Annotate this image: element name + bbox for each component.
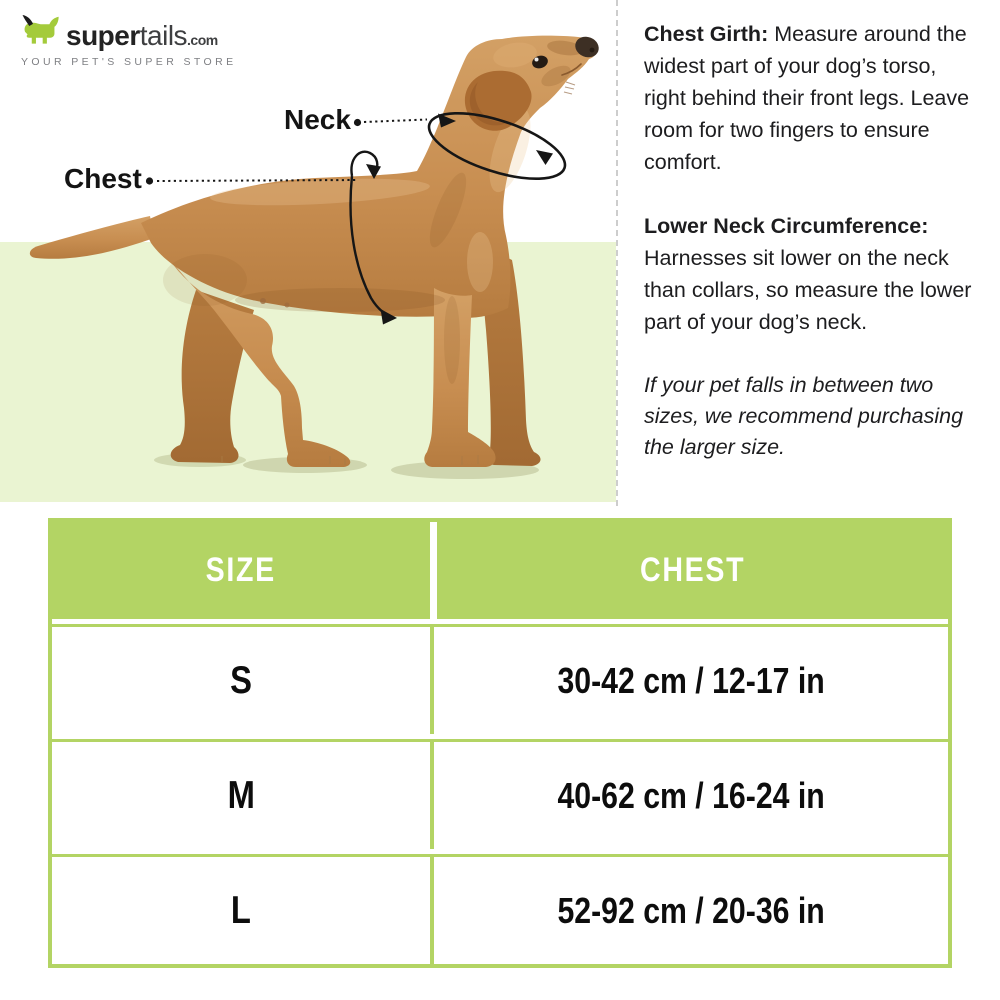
size-value: L: [231, 888, 252, 932]
size-value: M: [227, 773, 255, 817]
measurement-annotations: [0, 0, 640, 510]
size-value: S: [230, 658, 252, 702]
table-header-size: [52, 522, 430, 619]
lower-neck-text: Harnesses sit lower on the neck than collars, so measure the lower part of your dog’s neck.: [644, 246, 972, 334]
table-row-s-size: [52, 624, 430, 734]
table-header-size-label: SIZE: [205, 551, 277, 589]
lower-neck-paragraph: [644, 210, 974, 338]
table-row-m-chest: [430, 739, 948, 849]
brand-tld: .com: [187, 32, 218, 48]
chest-girth-title: Chest Girth:: [644, 22, 769, 46]
chest-girth-text: Measure around the widest part of your dog’s torso, right behind their front legs. Leave room for two fingers to ensure comfort.: [644, 22, 970, 174]
arrowheads: [146, 114, 553, 325]
table-row-l-size: [52, 854, 430, 964]
chest-label: Chest: [64, 163, 142, 194]
table-row-s-chest: [430, 624, 948, 734]
size-chart-table: [48, 518, 952, 968]
supertails-dog-icon: [20, 12, 62, 50]
chest-value: 30-42 cm / 12-17 in: [557, 659, 825, 701]
table-row-l-chest: [430, 854, 948, 964]
table-row-m-size: [52, 739, 430, 849]
brand-wordmark: [66, 22, 218, 50]
chest-girth-paragraph: [644, 18, 974, 178]
brand-name-light: tails: [139, 20, 188, 51]
vertical-divider: [616, 0, 618, 506]
brand-logo: [20, 12, 236, 68]
table-header-chest: [430, 522, 948, 619]
chest-value: 52-92 cm / 20-36 in: [557, 889, 825, 931]
brand-tagline: YOUR PET'S SUPER STORE: [21, 56, 237, 68]
chest-value: 40-62 cm / 16-24 in: [557, 774, 825, 816]
lower-neck-title: Lower Neck Circumference:: [644, 214, 929, 238]
neck-label: Neck: [284, 104, 351, 135]
brand-name-bold: super: [66, 20, 140, 51]
measurement-instructions: [644, 18, 974, 463]
table-header-chest-label: CHEST: [639, 551, 746, 589]
sizing-note: If your pet falls in between two sizes, we recommend purchasing the larger size.: [644, 373, 964, 459]
